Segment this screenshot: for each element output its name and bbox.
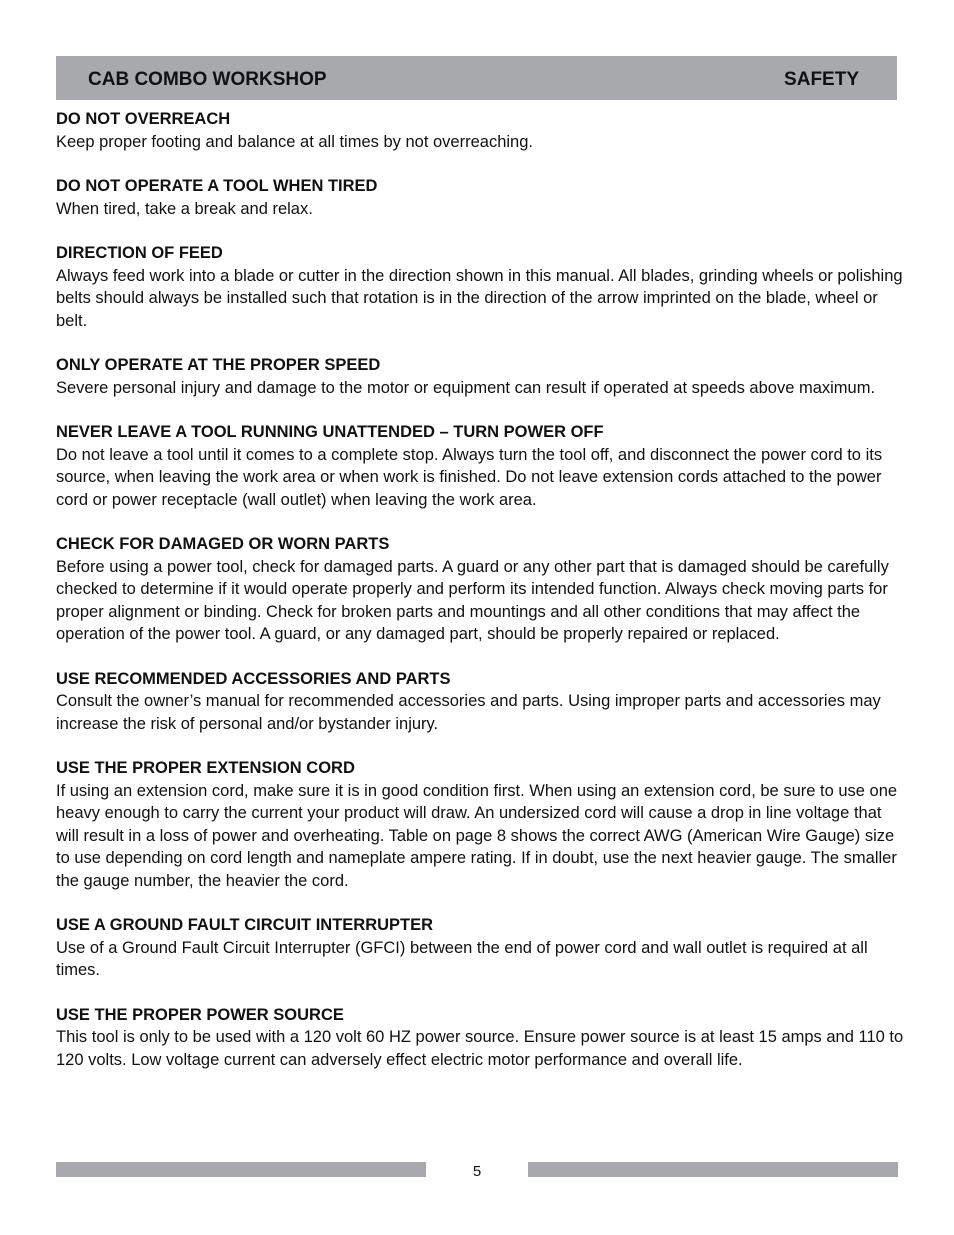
section-body: Keep proper footing and balance at all times by not overreaching. (56, 132, 533, 151)
header-title-left: CAB COMBO WORKSHOP (88, 69, 327, 90)
section-body: When tired, take a break and relax. (56, 199, 313, 218)
section-power-source (56, 1004, 906, 1072)
section-heading: DO NOT OVERREACH (56, 110, 231, 128)
section-check-damaged-parts (56, 533, 906, 646)
section-do-not-overreach (56, 108, 906, 153)
header-bar (56, 56, 897, 100)
section-heading: DO NOT OPERATE A TOOL WHEN TIRED (56, 177, 378, 195)
section-gfci (56, 914, 906, 982)
section-never-leave-running (56, 421, 906, 511)
section-body: Always feed work into a blade or cutter in the direction shown in this manual. All blades, grinding wheels or polishing belts should always be installed such that rotation is in the direction of the arrow imprinted on the blade, wheel or belt. (56, 266, 903, 330)
section-heading: USE THE PROPER POWER SOURCE (56, 1005, 344, 1024)
section-direction-of-feed (56, 242, 906, 332)
header-title-right: SAFETY (784, 69, 859, 90)
section-heading: USE RECOMMENDED ACCESSORIES AND PARTS (56, 669, 451, 688)
footer-bar-right (528, 1162, 898, 1177)
page-content (56, 108, 906, 1093)
section-body: Severe personal injury and damage to the motor or equipment can result if operated at speeds above maximum. (56, 378, 876, 397)
section-do-not-operate-tired (56, 175, 906, 220)
section-body: If using an extension cord, make sure it is in good condition first. When using an extension cord, be sure to use one heavy enough to carry the current your product will draw. An undersized cord will cause a drop in line voltage that will result in a loss of power and overheating. Table on page 8 shows the correct AWG (American Wire Gauge) size to use depending on cord length and nameplate ampere rating. If in doubt, use the next heavier gauge. The smaller the gauge number, the heavier the cord. (56, 781, 898, 890)
section-extension-cord (56, 757, 906, 892)
section-heading: ONLY OPERATE AT THE PROPER SPEED (56, 356, 381, 374)
section-body: Use of a Ground Fault Circuit Interrupter (GFCI) between the end of power cord and wall outlet is required at all times. (56, 938, 868, 979)
section-heading: USE THE PROPER EXTENSION CORD (56, 759, 355, 777)
section-body: Before using a power tool, check for damaged parts. A guard or any other part that is damaged should be carefully checked to determine if it would operate properly and perform its intended function. Always check moving parts for proper alignment or binding. Check for broken parts and mountings and all other conditions that may affect the operation of the power tool. A guard, or any damaged part, should be properly repaired or replaced. (56, 557, 889, 643)
section-heading: CHECK FOR DAMAGED OR WORN PARTS (56, 535, 390, 553)
section-heading: USE A GROUND FAULT CIRCUIT INTERRUPTER (56, 916, 434, 934)
section-recommended-accessories (56, 668, 906, 736)
section-heading: NEVER LEAVE A TOOL RUNNING UNATTENDED – TURN POWER OFF (56, 423, 604, 441)
footer-bar-left (56, 1162, 426, 1177)
page-number: 5 (472, 1163, 482, 1180)
section-proper-speed (56, 354, 906, 399)
section-heading: DIRECTION OF FEED (56, 244, 223, 262)
section-body: Consult the owner’s manual for recommended accessories and parts. Using improper parts and accessories may increase the risk of personal and/or bystander injury. (56, 692, 881, 733)
section-body: This tool is only to be used with a 120 volt 60 HZ power source. Ensure power source is at least 15 amps and 110 to 120 volts. Low voltage current can adversely effect electric motor performance and overall life. (56, 1028, 904, 1069)
section-body: Do not leave a tool until it comes to a complete stop. Always turn the tool off, and disconnect the power cord to its source, when leaving the work area or when work is finished. Do not leave extension cords attached to the power cord or power receptacle (wall outlet) when leaving the work area. (56, 445, 883, 509)
